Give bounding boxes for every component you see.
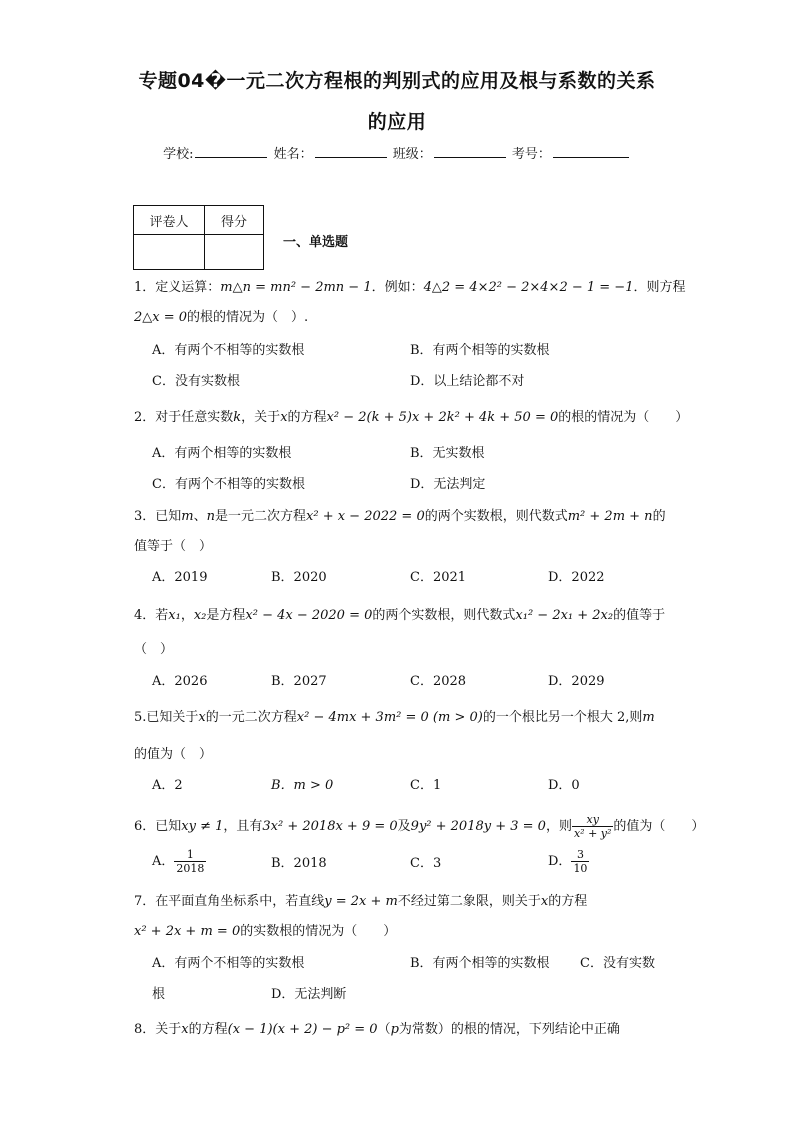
question-4-option-d[interactable]: D．2029 [548, 674, 605, 689]
question-7-option-c-continued: 根 [152, 987, 166, 1002]
question-7-option-a[interactable]: A．有两个不相等的实数根 [152, 956, 305, 971]
score-cell[interactable] [205, 235, 264, 270]
question-1-line-2: 2△x = 0的根的情况为（ ）. [134, 310, 309, 325]
question-3-line-2: 值等于（ ） [134, 539, 213, 554]
question-1-option-c[interactable]: C．没有实数根 [152, 374, 240, 389]
question-3-line-1: 3．已知m、n是一元二次方程x² + x − 2022 = 0的两个实数根，则代数式m² + 2m + n的 [134, 509, 666, 524]
question-7-option-d[interactable]: D．无法判断 [271, 987, 347, 1002]
question-2-option-a[interactable]: A．有两个相等的实数根 [152, 446, 292, 461]
reviewer-cell[interactable] [134, 235, 205, 270]
question-6-option-b[interactable]: B．2018 [271, 856, 327, 871]
question-4-option-c[interactable]: C．2028 [410, 674, 467, 689]
school-field[interactable] [195, 145, 267, 158]
question-5-option-d[interactable]: D．0 [548, 778, 580, 793]
question-2-line-1: 2．对于任意实数k，关于x的方程x² − 2(k + 5)x + 2k² + 4k + 50 = 0的根的情况为（ ） [134, 410, 689, 425]
question-3-option-b[interactable]: B．2020 [271, 570, 327, 585]
question-6-line-1: 6．已知xy ≠ 1，且有3x² + 2018x + 9 = 0及9y² + 2018y + 3 = 0，则 $\frac{xy}{\text{x² + y²}}$ 的值为（ ） [134, 813, 705, 840]
score-table [133, 205, 264, 270]
question-4-line-2: （ ） [134, 642, 174, 657]
question-5-option-b[interactable]: B．m > 0 [271, 778, 334, 793]
question-7-line-1: 7．在平面直角坐标系中，若直线y = 2x + m不经过第二象限，则关于x的方程 [134, 894, 588, 909]
question-4-option-b[interactable]: B．2027 [271, 674, 327, 689]
class-label: 班级： [392, 147, 432, 162]
question-1-line-1: 1．定义运算：m△n = mn² − 2mn − 1．例如：4△2 = 4×2² − 2×4×2 − 1 = −1．则方程 [134, 280, 686, 295]
question-1-option-a[interactable]: A．有两个不相等的实数根 [152, 343, 305, 358]
name-field[interactable] [315, 145, 387, 158]
question-7-option-b[interactable]: B．有两个相等的实数根 [410, 956, 550, 971]
question-5-option-a[interactable]: A．2 [152, 778, 183, 793]
question-6-option-d[interactable]: D． $\frac{3}{10}$ [548, 848, 588, 875]
student-info-row [0, 145, 794, 164]
fraction-xy-over-sum-squares: $\frac{xy}{\text{x² + y²}}$ [573, 813, 612, 840]
fraction-1-over-2018: $\frac{1}{2018}$ [176, 848, 205, 875]
score-header: 得分 [205, 206, 264, 235]
question-1-option-d[interactable]: D．以上结论都不对 [410, 374, 525, 389]
fraction-3-over-10: $\frac{3}{10}$ [573, 848, 588, 875]
class-field[interactable] [434, 145, 506, 158]
question-7-line-2: x² + 2x + m = 0的实数根的情况为（ ） [134, 924, 397, 939]
number-field[interactable] [553, 145, 629, 158]
question-1-option-b[interactable]: B．有两个相等的实数根 [410, 343, 550, 358]
question-2-option-c[interactable]: C．有两个不相等的实数根 [152, 477, 305, 492]
question-8-line-1: 8．关于x的方程(x − 1)(x + 2) − p² = 0（p为常数）的根的情况，下列结论中正确 [134, 1022, 620, 1037]
question-5-line-1: 5.已知关于x的一元二次方程x² − 4mx + 3m² = 0 (m > 0)的一个根比另一个根大 2,则m [134, 710, 655, 725]
question-7-option-c[interactable]: C．没有实数 [580, 956, 655, 971]
reviewer-header: 评卷人 [134, 206, 205, 235]
question-3-option-d[interactable]: D．2022 [548, 570, 605, 585]
page-title: 专题04�一元二次方程根的判别式的应用及根与系数的关系 [138, 70, 656, 92]
question-3-option-c[interactable]: C．2021 [410, 570, 467, 585]
name-label: 姓名： [273, 147, 313, 162]
number-label: 考号： [511, 147, 551, 162]
question-6-option-a[interactable]: A． $\frac{1}{2018}$ [152, 848, 205, 875]
page-title-continued: 的应用 [367, 111, 427, 133]
question-2-option-d[interactable]: D．无法判定 [410, 477, 486, 492]
question-5-option-c[interactable]: C．1 [410, 778, 442, 793]
question-5-line-2: 的值为（ ） [134, 747, 213, 762]
school-label: 学校: [163, 147, 194, 162]
question-4-option-a[interactable]: A．2026 [152, 674, 208, 689]
question-4-line-1: 4．若x₁，x₂是方程x² − 4x − 2020 = 0的两个实数根，则代数式x₁² − 2x₁ + 2x₂的值等于 [134, 608, 666, 623]
question-2-option-b[interactable]: B．无实数根 [410, 446, 485, 461]
section-title: 一、单选题 [283, 235, 349, 250]
question-6-option-c[interactable]: C．3 [410, 856, 442, 871]
question-3-option-a[interactable]: A．2019 [152, 570, 208, 585]
